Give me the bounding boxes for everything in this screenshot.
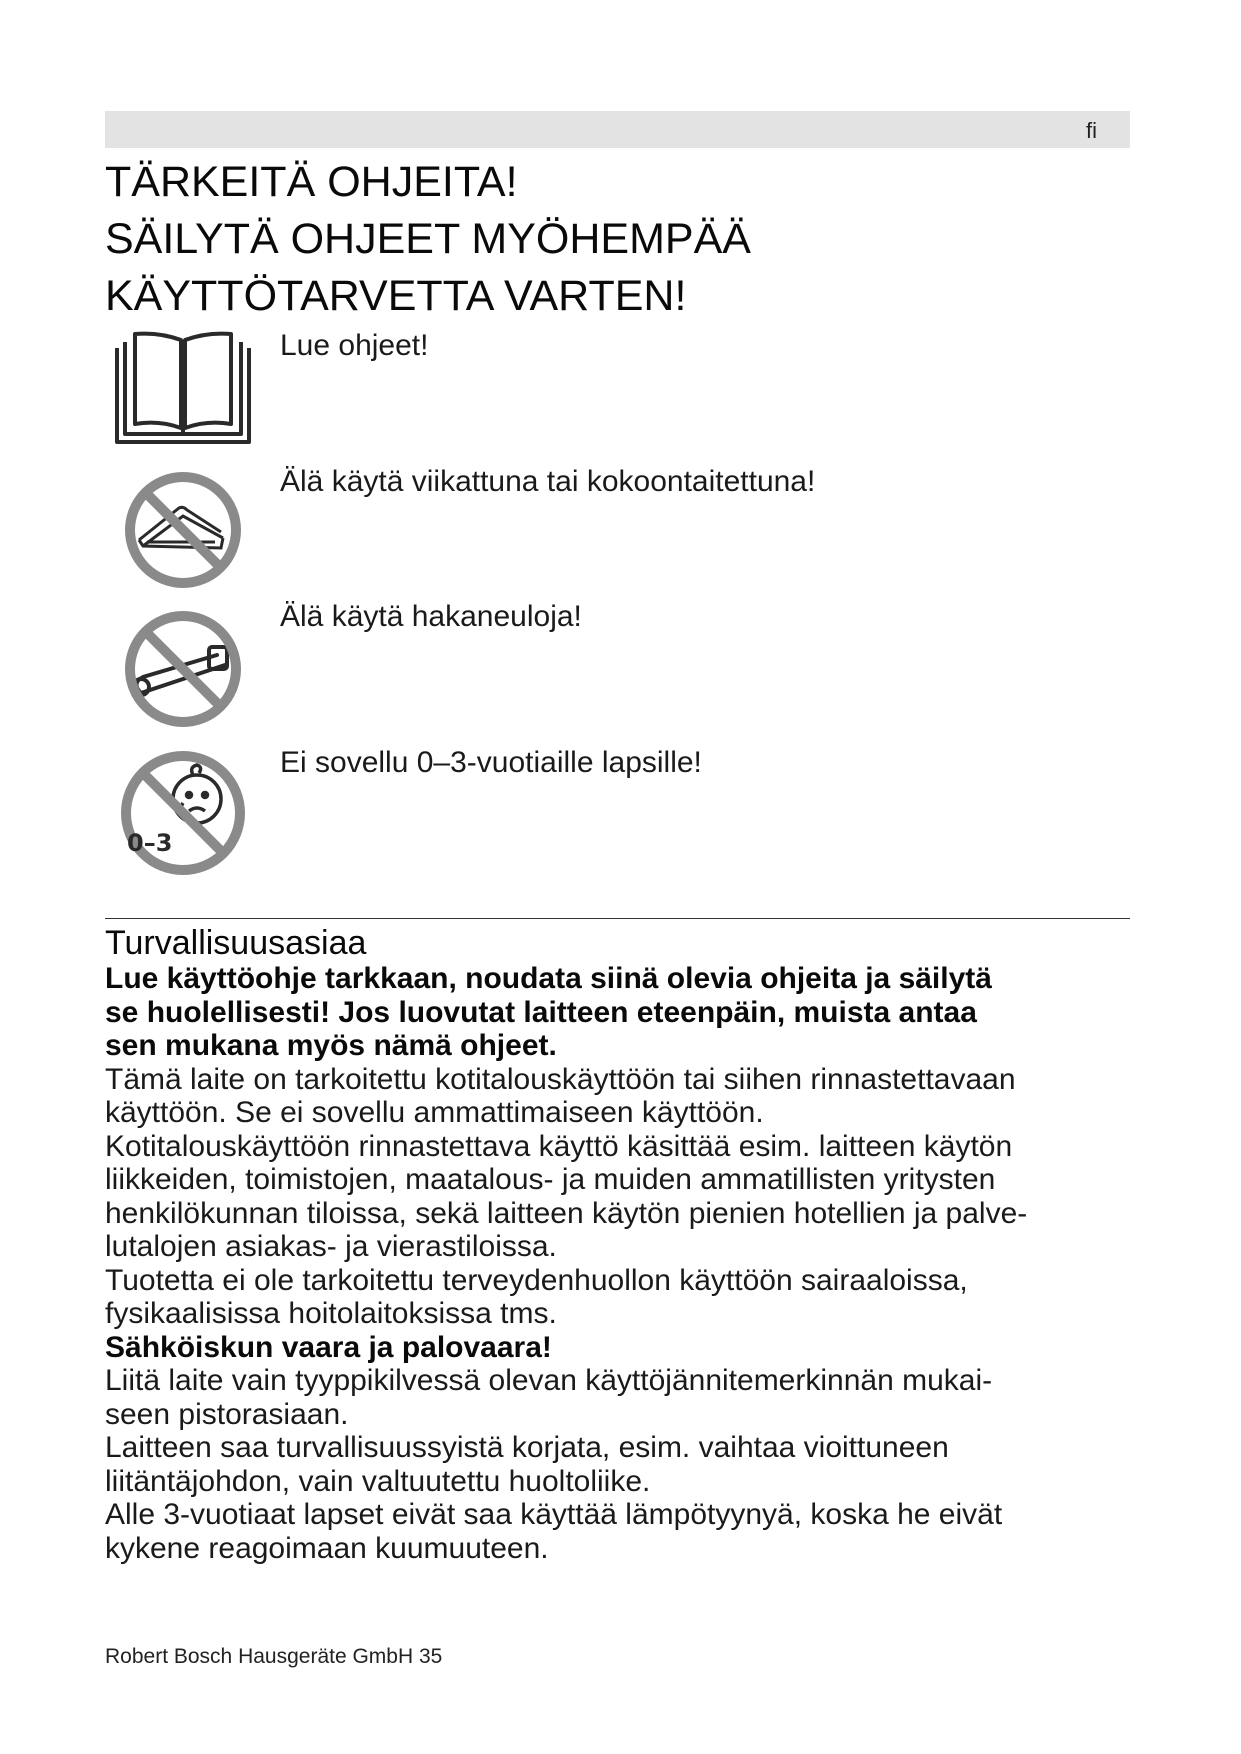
- book-icon: [113, 330, 253, 448]
- icon-label-no-folded: Älä käytä viikattuna tai kokoontaitettuna!: [280, 465, 816, 498]
- title-line: TÄRKEITÄ OHJEITA!: [105, 158, 518, 206]
- no-folded-icon: [121, 468, 245, 592]
- paragraph-line: Tämä laite on tarkoitettu kotitalouskäyttöön tai siihen rinnastettavaan: [105, 1062, 1016, 1096]
- section-heading: Turvallisuusasiaa: [105, 924, 367, 962]
- page-title: [105, 154, 751, 325]
- paragraph-line: lutalojen asiakas- ja vierastiloissa.: [105, 1230, 557, 1263]
- language-code: fi: [1086, 118, 1097, 143]
- title-line: KÄYTTÖTARVETTA VARTEN!: [105, 272, 687, 320]
- icon-label-read: Lue ohjeet!: [280, 329, 429, 362]
- language-header-bar: [105, 111, 1130, 148]
- page-footer: Robert Bosch Hausgeräte GmbH 35: [105, 1645, 443, 1668]
- warning-heading: Sähköiskun vaara ja palovaara!: [105, 1330, 552, 1364]
- title-line: SÄILYTÄ OHJEET MYÖHEMPÄÄ: [105, 215, 751, 263]
- paragraph-line: Laitteen saa turvallisuussyistä korjata, esim. vaihtaa vioittuneen: [105, 1431, 949, 1464]
- icon-label-no-pins: Älä käytä hakaneuloja!: [280, 600, 582, 633]
- paragraph-line: Liitä laite vain tyyppikilvessä olevan käyttöjännitemerkinnän mukai-: [105, 1364, 993, 1397]
- paragraph-line: Alle 3-vuotiaat lapset eivät saa käyttää lämpötyynyä, koska he eivät: [105, 1498, 1003, 1531]
- paragraph-line: kykene reagoimaan kuumuuteen.: [105, 1531, 549, 1565]
- section-divider: [105, 918, 1130, 919]
- no-safety-pin-icon: [121, 607, 245, 731]
- no-child-icon: [117, 747, 249, 879]
- paragraph-line: henkilökunnan tiloissa, sekä laitteen käytön pienien hotellien ja palve-: [105, 1196, 1028, 1230]
- paragraph-line: liitäntäjohdon, vain valtuutettu huoltoliike.: [105, 1464, 651, 1498]
- intro-line: sen mukana myös nämä ohjeet.: [105, 1029, 557, 1062]
- paragraph-line: liikkeiden, toimistojen, maatalous- ja muiden ammatillisten yritysten: [105, 1163, 996, 1196]
- icon-label-no-child: Ei sovellu 0–3-vuotiaille lapsille!: [280, 746, 702, 779]
- intro-line: se huolellisesti! Jos luovutat laitteen eteenpäin, muista antaa: [105, 995, 977, 1029]
- paragraph-line: fysikaalisissa hoitolaitoksissa tms.: [105, 1297, 557, 1330]
- safety-section: [105, 924, 1135, 1565]
- paragraph-line: käyttöön. Se ei sovellu ammattimaiseen käyttöön.: [105, 1096, 764, 1129]
- intro-line: Lue käyttöohje tarkkaan, noudata siinä olevia ohjeita ja säilytä: [105, 962, 992, 995]
- paragraph-line: seen pistorasiaan.: [105, 1397, 349, 1431]
- age-badge: 0–3: [127, 829, 173, 857]
- paragraph-line: Kotitalouskäyttöön rinnastettava käyttö käsittää esim. laitteen käytön: [105, 1129, 1013, 1163]
- paragraph-line: Tuotetta ei ole tarkoitettu terveydenhuollon käyttöön sairaaloissa,: [105, 1263, 968, 1297]
